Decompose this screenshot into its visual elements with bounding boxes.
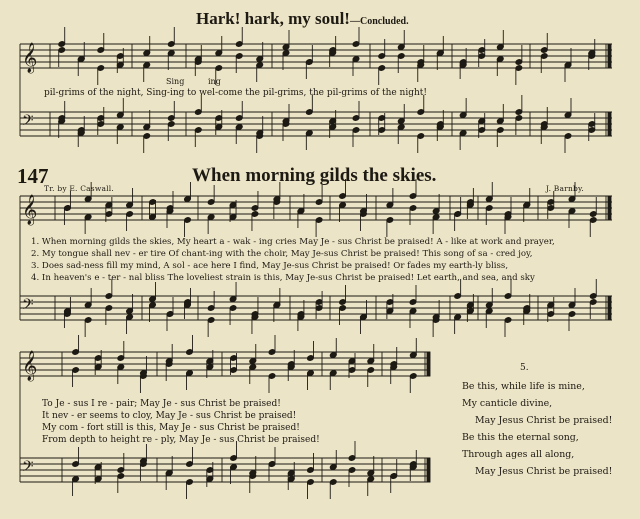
hymn-title-top: Hark! hark, my soul!—Concluded. bbox=[196, 9, 409, 28]
refrain-line-2: It nev - er seems to cloy, May Je - sus Christ be praised! bbox=[42, 411, 297, 421]
final-barline bbox=[608, 296, 611, 320]
bass-clef-icon: 𝄢 bbox=[22, 112, 34, 133]
lyric-line-top: pil-grims of the night, Sing-ing to wel-come the pil-grims, the pil-grims of the night! bbox=[44, 88, 428, 98]
stanza-line-1: 1. When morning gilds the skies, My heart a - wak - ing cries May Je - sus Christ be praised! A - like at work and prayer, bbox=[31, 237, 555, 247]
stanza5-line-4: Be this the eternal song, bbox=[462, 432, 579, 443]
composer-credit: J. Barnby. bbox=[546, 184, 585, 193]
lyric-sing-bottom: ing bbox=[208, 77, 221, 86]
final-barline bbox=[608, 112, 611, 136]
final-barline bbox=[608, 196, 611, 220]
refrain-line-3: My com - fort still is this, May Je - sus Christ be praised! bbox=[42, 423, 300, 433]
bass-clef-icon: 𝄢 bbox=[22, 458, 34, 479]
treble-clef-icon: 𝄞 bbox=[22, 43, 38, 73]
lyric-sing-top: Sing bbox=[166, 77, 185, 86]
stanza5-line-5: Through ages all along, bbox=[462, 449, 575, 460]
stanza5-number: 5. bbox=[520, 363, 529, 373]
stanza5-line-3: May Jesus Christ be praised! bbox=[475, 415, 613, 426]
stanza-line-3: 3. Does sad-ness fill my mind, A sol - ace here I find, May Je-sus Christ be praised! Or fades my earth-ly bliss, bbox=[31, 261, 509, 271]
hymn-title: When morning gilds the skies. bbox=[192, 165, 437, 186]
final-barline bbox=[427, 458, 430, 482]
stanza5-line-6: May Jesus Christ be praised! bbox=[475, 466, 613, 477]
treble-clef-icon: 𝄞 bbox=[22, 351, 38, 381]
stanza5-line-2: My canticle divine, bbox=[462, 398, 553, 409]
final-barline bbox=[427, 352, 430, 376]
stanza-line-4: 4. In heaven's e - ter - nal bliss The loveliest strain is this, May Je-sus Christ be praised! Let earth, and sea, and sky bbox=[31, 273, 535, 283]
translator-credit: Tr. by E. Caswall. bbox=[44, 184, 114, 193]
hymn-number: 147 bbox=[17, 164, 49, 188]
final-barline bbox=[608, 44, 611, 68]
treble-clef-icon: 𝄞 bbox=[22, 195, 38, 225]
bass-clef-icon: 𝄢 bbox=[22, 296, 34, 317]
stanza-line-2: 2. My tongue shall nev - er tire Of chant-ing with the choir, May Je-sus Christ be praised! This song of sa - cred joy, bbox=[31, 249, 533, 259]
refrain-line-4: From depth to height re - ply, May Je - sus Christ be praised! bbox=[42, 435, 320, 445]
stanza5-line-1: Be this, while life is mine, bbox=[462, 381, 585, 392]
refrain-line-1: To Je - sus I re - pair; May Je - sus Christ be praised! bbox=[42, 399, 281, 409]
